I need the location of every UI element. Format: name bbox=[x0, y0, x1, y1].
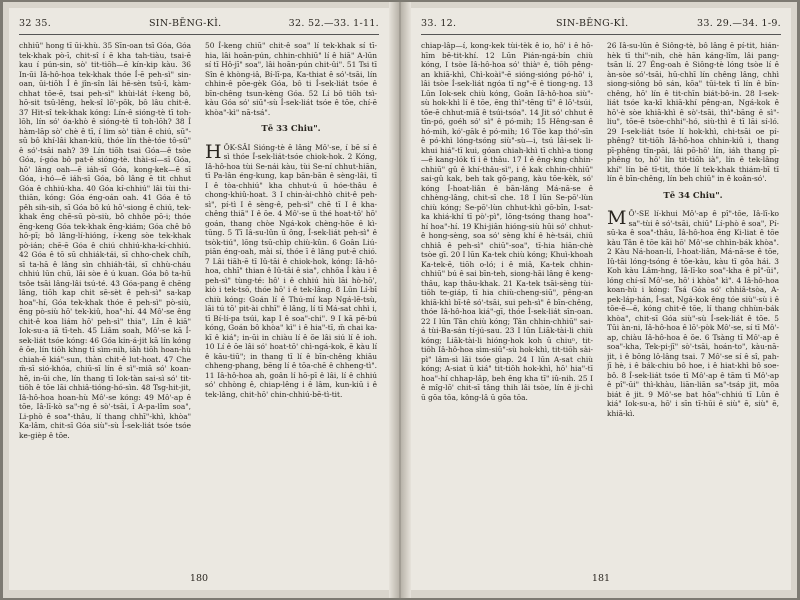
chapter-33-body: HÔK-SÂI Sióng-tè ê lâng Mô'-se, í bē sí ê sì thóe Í-sek-liát-tsóe chiok-hok. 2 Kóng, Iâ-hô-hoa tùi Se-nái kàu, tùi Se-ní chhut-hiān, tī Pa-lân éng-kung, kap bān-bān ê sèng-lâi, tī I ê tòa-chhiú" kha chhut-ú ū hóe-thâu ê chong-khiû-hoat. 3 I chin-ài-chhò chit-ê peh-sì", pí-tì I ê sèng-ê, peh-sì" chē tī I ê kha-chêng thiā" I ê ōe. 4 Mô'-se ū thé hoat-tō' hō' goán, thang chòe Ngá-kok chèng-hōe ê kì-tūng. 5 Tī Iâ-su-lûn ū ông, Í-sek-liát peh-sì" ê tsòk-tiú", lōng tsū-chìp chiù-kûn. 6 Goân Liú-piān éng-oah, mài sí, thóe ī ê lâng put-ē chió. 7 Lâi tiāh-ē tī Iû-tāi ê chiok-hok, kóng: Iâ-hô-hoa, chhī" thian ê Iû-tāi ê sia", chhōa Í kàu i ê peh-sì" tùng-té: hô' i ê chhiú hiù lāi hò-hō', kiò i tek-tsō, thóe hō' i ê tek-lâng. 8 Lūn Lí-bī chiù kóng: Goán lí ê Thú-mí kap Ngá-lē-tsù, lāi tú tō' pit-ài chhī" ê lâng, lí tī Má-sat chhì i, tī Bí-lí-pa tsúi, kap I ê soa"-chi". 9 I kā pē-bú kóng, Goán bô khòa" kì" i ê hia"-tī, m̄ chai ka-kī ê kiá"; in-ūi in chiàu lí ê ōe lâi siú lí ê ioh. 10 Lí ê ōe lâi só' hoat-tō' chì-ngá-kok, ē kàu lí ê kāu-tiū"; in thang tī lí ê bīn-chêng khiāu chheng-phang, bēng lí ê tōa-chē ê chheng-tì". 11 Iâ-hô-hoa ah, goân lí hō-pī ê lâi, lí ê chhiú só' chhòng ê, chiap-lêng i ê lâm, kun-kiū i ê tek-lâng, chit-hō' chin-chhiú-bē-tì-tit. bbox=[205, 140, 377, 399]
left-page-number: 180 bbox=[189, 573, 209, 584]
left-header-range: 32. 52.—33. 1-11. bbox=[288, 18, 379, 29]
left-page bbox=[9, 8, 389, 590]
chapter-34-heading: Tē 34 Chiu". bbox=[663, 190, 723, 201]
left-header-rule bbox=[19, 34, 379, 35]
left-column-1 bbox=[19, 41, 191, 563]
left-header-verse: 32 35. bbox=[19, 18, 52, 29]
right-header-title: SIN-BĒNG-KÌ. bbox=[556, 18, 629, 29]
left-running-header bbox=[19, 18, 379, 34]
chapter-34-body: M Ô'-SE lí-khui Mô'-ap ê pî"-tōe, Iâ-lī-ko sa"-tùi ê só'-tsāi, chiū" Lí-phò ê soa", Pí-sū-ka ê soa"-thâu, Iâ-hô-hoa ēng Ki-liat ê tōe kàu Tân ê tōe kāi hō' Mô'-se chhìn-bák khòa". 2 Kàu Ná-hoan-lí, I-hoat-liân, Má-nā-se ê tōe, Iû-tāi lóng-tsóng ê tōe-kàu, kàu tī gōa hái. 3 Koh kàu Lâm-hng, Iâ-lī-ko soa"-kha ê pî"-ūi", lóng chí-sī Mô'-se, hō' i khòa" kì". 4 Iâ-hô-hoa koan-hù i kóng: Tsá Góa só' chhiâ-tsòa, A-pek-láp-hán, Í-sat, Ngá-kok êng tóe siù"-sù i ê tōe-ē—ē, kóng chit-ê tōe, lí thang chhùn-bák khòa", chit-sī Góa siù"-sù Í-sek-liát ê tōe. 5 Tūi àn-ni, Iâ-hô-hoa ê lō'-pòk Mô'-se, sí tī Mô'-ap, chiàu Iâ-hô-hoa ê ōe. 6 Tsàng tī Mô'-ap ê soa"-kha, Tek-pi-jī" sò'-tsāi, hoán-to", kàu-nā-jit, i ê bōng lô-lâng tsai. 7 Mô'-se sí ê sî, pah-jī hè, i ê bák-chiu bô hoe, i ê hiat-khì bô soe-bô. 8 Í-sek-liát tsóe tī Mô'-ap ê tām tī Mô'-ap ê pî"-ūi" thì-khàu, liān-liān sa"-tsáp jit, môa biát ê jit. 9 Mô'-se bat hōa"-chhiú tī Lûn ê kiá" Iok-su-a, hō' i sīn tī-hūi ê siù" ē, siù" ē, khiā-kì. bbox=[607, 207, 779, 418]
chapter-33-heading: Tē 33 Chiu". bbox=[261, 124, 321, 134]
right-col1-text: chiap-lâp—í, kong-kek tùi-tèk ê io, hō' i ê hō-hīm bē-tit-khí. 12 Lūn Pián-ngá-bín chiù kóng, I tsòe Iâ-hô-hoa só' thiàⁿ ê, tiōh pêng-an khiā-khì, Chì-koài"-ē sióng-sióng pó-hō' i, lâi tsòe Í-sek-liát ngóa tī ng"-ē ê tiong-ng. 13 Lūn Iok-sek chiù kóng, Goân Iâ-hô-hoa siù"-sù hok-khì lí ê tōe, ēng thì"-tēng tī" ê lō'-tsúi, tōe-ē chhut-miā ê tsúi-tsóa". 14 Jit só' chhut ê tīn-pó, goéh só' sì" ê pó-mih; 15 Hêng-san ê hó-mih, kó'-gāk ê pó-mih; 16 Tōe kap thó'-sīn ê pó-khì lóng-tsóng siù"-sù—i, tsú lâi-sek li-khui hiá"-tī kui, góan chiah-khì tī chhì-a tiong—ē kang-lók tī i ê thâu. 17 I ê êng-kng chhin-chhiū" gû ê khí-thâu-sì", i ê kak chhin-chhiū" sai-gû kak, beh tak gō-pang, kàu tōe-kèk, só' kóng Í-hoat-liân ê bān-lâng Má-nā-se ê chhèng-lâng, chit-sī che. 18 I lūn Se-pō'-lùn chiù kóng; Se-pō'-lùn chhut-khì gō-bīn, I-sat-ka khiá-khí tī pò'-pì", lōng-tsóng thang hoa"-hí hoa"-hí. 19 Khi-jiân hióng-siù hūi só' chhut-ê hong-sèng, soa só' sèng khí ê hè-tsái, chiū chhiâ ê peh-sì" chiū"-soa", tī-hia hiān-chè tsòe gī. 20 I lūn Ka-tek chiù kóng; Khuì-khoah Ka-tek-ē, tiōh o-ló; i ê miâ, Ka-tek chhin-chhiū" bú ê sai bīn-teh, siong-hāi lâng ê keng-thâu, kap thâu-khak. 21 Ka-tek tsāi-sèng tùi-tiōh te-giáp, tī hia chiù-cheng-siū", pêng-an khiā-khì bī-tê só'-tsāi, sui peh-sì" ê bīn-chêng, thóe Iâ-hô-hoa kiá"-gī, thóe Í-sek-liát sīn-oan. 22 I lūn Tân chiù kóng; Tân chhin-chhiū" sai-á tùi-Ba-sán tí-jú-sau. 23 I lūn Liāk-tài-li chiù kóng; Liāk-tài-li hióng-hok koh ū chiuⁿ, tit-tiōh Iâ-hô-hoa sìm-siū"-sù hok-khì, tit-tiōh sài-pì" lâm-sì lāi tsóe giap. 24 I lūn A-sat chiù kóng; A-siat ū kiá" tit-tiōh hok-khì, hō' hia"-tī hoa"-hí chhap-lâp, beh êng kha tī" iû-nih. 25 I ê mîg-lō' chit-sī tâng thih lâi tsòe, lín ê ji-chì ū gōa tōa, kông-lâ ū gōa tōa. bbox=[421, 41, 593, 402]
right-column-2 bbox=[607, 41, 779, 563]
right-running-header bbox=[421, 18, 781, 34]
left-column-2 bbox=[205, 41, 377, 563]
right-col2-top: 26 Iâ-su-lûn ê Siông-tè, bô lâng ē pí-tit, hián-hèk tī thi"-nih, chè hān káng-lîm, lâi pang-tsān lí. 27 Éng-oah ê Siông-tè lóng tsòe lí ê àn-sòe só'-tsāi, hū-chhī lín chêng lâng, chhì siong-siông bô sán, kōa" tūi-tek tī lín ê bīn-chêng, hō' lín ê tit-chīn biát-bô-in. 28 I-sek-liát tsóe ka-kī khiā-khí pêng-an, Ngá-kok ê hō'-è sòe khiā-khì ê sò'-tsāi, thì"-bāng ê sì"-liu", tōe-ē tsòe-chhi"-hó, siù-thì ê tī lāi sí-ló. 29 I-sek-liát tsóe lí hok-khì, chi-tsāi oe pí-phêng? tit-tiōh Iâ-hô-hoa chhin-kiû i, thang pī-phêng tīn-pāi, lâi pō-hō' lín, iáh thang pī-phêng to, hō' lín tit-tiōh ià", lín ê tek-lâng khí" lín bē tī-tit, thóe lí tek-khak thiám-bī tī lín ê bīn-chêng, lín beh chiū" in ê koân-só'. bbox=[607, 41, 779, 183]
right-header-rule bbox=[421, 34, 781, 35]
right-column-1 bbox=[421, 41, 593, 563]
left-header-title: SIN-BĒNG-KÌ. bbox=[149, 18, 222, 29]
left-col1-text: chhiū" hong tī ūi-khù. 35 Sīn-oan tsī Góa, Góa tek-khak pò-ī, chit-sî í ē kha tah-tiàu, tsai-ē kau í pún-sin, sò' tit-tiōh—ē kín-kip kàu. 36 In-ūi Iâ-hô-hoa tek-khak thóe Í-ē peh-sì" sin-oan, ūi-tiōh Í ê jîn-sîn lāi hē-sèn tsū-î, kàm-chhat tōe-ē, tsai peh-sì" khùi-lát í-keng bô, hō-sit tsū-lêng, hek-sî lō'-pōk, bô lâu chit-ê. 37 Hit-sî tek-khak kóng: Lín-ê sióng-tè tī toh-lōh, lín só' óa-khò ê sióng-tè tī toh-lōh? 38 Í hàm-lāp sò' chè ê tī, í lim sò' tiàn ê chiú, sū"-sū bô khí-lâi khan-kiù, thóe lín thè-tóe tô-sū" ê só'-tsāi nah? 39 Lín tiōh tsai Góa—ē tsòe Góa, í-góa bô pat-ê sióng-tè. thài-sí—sī Góa, hō' lâng oah—ē iáh-sī Góa, kong-kek—ē sī Góa, i-hó—ē iáh-sī Góa, bô lâng ē tit chhut Góa ê chhiú-kha. 40 Góa kí-chhiú" lâi tùi thi-thiān, kóng: Góa éng-oán oah. 41 Góa ê tō pêh sih-sih, sī Góa bô kú hō'-siong ê chiú, tek-khak ēng chē-sū pò-siù, bô chhôe pō-i; thóe ēng-keng Góa tek-khak ēng-kiám; Góa chê bô hō-pī; bô lâng-lí-hióng, í-keng sòe tek-khak pò-ián; chē-ē Góa ê chiú chhiú-kha-kí-chhiú. 42 Góa ê tō sū chhiák-tái, sī chho-chek chíh, sī ta-hā ê lâng sìn chhiáh-tāi, sī chhù-cháu chhiú lūn chū, lâi sòe ê ú kuan. Góa bô ta-hū tsǒe tsāi lâng-lâi tsú-té. 43 Góa-pang ê chēng lâng, tiōh kap chit sē-sèt ê peh-sì" sa-kap hoa"-hí, Góa tek-khak thóe ē peh-sì" pò-siù, ēng pò-siù hō' tek-kiû, hoa"-hí. 44 Mô'-se êng chit-ê koa liám hō' peh-sì" thia", Lîn ê kiā" Iok-su-a iā tī-teh. 45 Liâm soah, Mô'-se kā Í-sek-liát tsóe kóng: 46 Góa kin-á-jit kā lín kóng ê ōe, lín tiōh khng tī sìm-nih, iāh tiōh hoan-hù chiah-ē kiá"-sun, thàn chit-ê lut-hoat. 47 Che m̄-sī sió-khóa, chiū-sī lín ê sì"-miā só' koan-hē, in-ūi che, lín thang tī Iok-tàn sai-sì só' tit-tiōh ê tōe lāi chhiâ-tióng-hó-sìn. 48 Tsg-hit-jit, Iâ-hô-hoa hoan-hù Mô'-se kóng: 49 Mô'-ap ê tōe, Iâ-lī-kò sa"-ng ê sò'-tsāi, ī A-pa-lîm soa", Li-phò ê soa"-thâu, lí thang chhī"-khì, khòa" Ka-lâm, chit-sī Góa siù"-sù Í-sek-liát tsóe tsóe ke-gièp ê tōe. bbox=[19, 41, 191, 440]
right-header-range: 33. 29.—34. 1-9. bbox=[697, 18, 781, 29]
drop-cap: M bbox=[607, 207, 627, 229]
right-header-verse: 33. 12. bbox=[421, 18, 457, 29]
left-col2-top: 50 Í-keng chiū" chit-ê soa" lí tek-khak sí tī-hia, lâi hoān-pún, chhin-chhiū" lí ê hiā" A-lūn sí tī Hô-jī" soa", lâi hoān-pún chit-ûi". 51 Tsi tī Sîn ê khòng-iâ, Bí-lī-pa, Ka-thiat ê só'-tsāi, lín chhin-ê pōe-gèk Góa, bô ti Í-sek-liát tsóe ê bīn-chêng tsun-kèng Góa. 52 Lí bô tiōh tsì-kàu Góa só' siū"-sù Í-sek-liát tsóe ê tōe, chí-ē khòa"-kì" nā-tsá". bbox=[205, 41, 377, 117]
drop-cap: H bbox=[205, 140, 222, 163]
right-page-number: 181 bbox=[591, 573, 611, 584]
book-spread bbox=[3, 2, 797, 598]
book-gutter bbox=[389, 2, 411, 598]
right-page bbox=[411, 8, 791, 590]
